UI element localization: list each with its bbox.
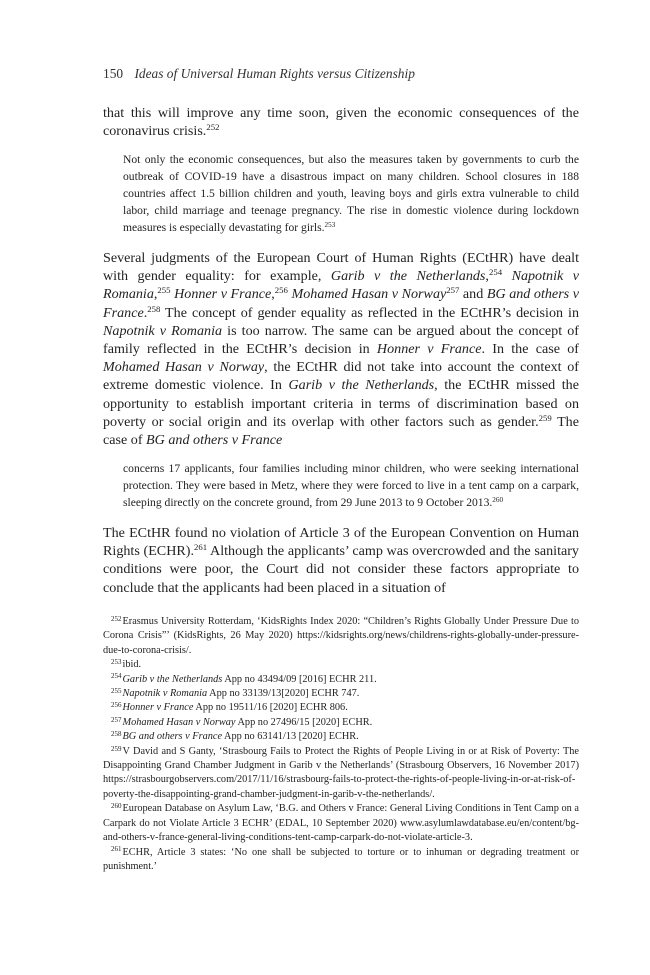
footnotes (103, 615, 579, 874)
footnote-text: App no 43494/09 [2016] ECHR 211. (222, 673, 377, 685)
case-name: BG and others v France (146, 431, 283, 448)
footnote-260 (103, 802, 579, 845)
footnote-252 (103, 615, 579, 658)
text-run: The case of (103, 413, 579, 448)
footnote-259 (103, 745, 579, 803)
paragraph-1 (103, 104, 579, 140)
footnote-number: 258 (111, 730, 122, 739)
paragraph-2: Several judgments of the European Court of Human Rights (ECtHR) have dealt with gender equality: for example, Garib v the Netherlands,$^{254}$ Napotnik v Romania,$^{255}$ Honner v France,$^{256}$ Mohamed Hasan v Norway$^{257}$ and BG and others v France.$^{258}$ The concept of gender equality as reflected in the ECtHR’s decision in Napotnik v Romania is too narrow. The same can be argued about the concept of family reflected in the ECtHR’s decision in Honner v France. In the case of Mohamed Hasan v Norway, the ECtHR did not take into account the context of extreme domestic violence. In Garib v the Netherlands, the ECtHR missed the opportunity to establish important criteria in terms of discrimination based on poverty or social origin and its overlap with other factors such as gender.$^{259}$ The case of BG and others v France (103, 249, 579, 448)
case-name: Honner v France (174, 286, 272, 303)
footnote-ref: 255 (157, 285, 171, 296)
paragraph-3 (103, 524, 579, 597)
footnote-text: European Database on Asylum Law, ‘B.G. and Others v France: General Living Conditions in Tent Camp on a Carpark do not Violate Article 3 ECHR’ (EDAL, 10 September 2020) www.asylumlawdatabase.eu/en/content/bg-and-others-v-france-general-living-conditions-tent-camp-carpark-do-not-violate-article-3. (103, 803, 579, 844)
text-run: . In the case of (481, 340, 579, 357)
case-name: Mohamed Hasan v Norway (122, 716, 236, 728)
footnote-text: ibid. (122, 659, 142, 671)
footnote-text: App no 27496/15 [2020] ECHR. (235, 716, 373, 728)
footnote-number: 257 (111, 715, 122, 724)
footnote-ref: 253 (324, 221, 336, 230)
footnote-number: 260 (111, 802, 122, 811)
footnote-ref: 254 (488, 267, 503, 278)
footnote-text: V David and S Ganty, ‘Strasbourg Fails to Protect the Rights of People Living in or at Risk of Poverty: The Disappointing Grand Chamber Judgment in Garib v the Netherlands’ (Strasbourg Observers, 16 November 2017) https://strasbourgobservers.com/2017/11/16/strasbourg-fails-to-protect-the-rights-of-people-living-in-or-at-risk-of-poverty-the-disappointing-grand-chamber-judgment-in-garib-v-the-netherlands/. (103, 745, 579, 800)
case-name: Honner v France (122, 702, 194, 714)
block-quote-2 (123, 461, 579, 512)
text-run: The ECtHR found no violation of Article 3 of the European Convention on Human Rights (ECHR). (103, 524, 579, 560)
footnote-257 (103, 716, 579, 730)
footnote-ref: 256 (274, 285, 288, 296)
text-run: Although the applicants’ camp was overcrowded and the sanitary conditions were poor, the Court did not consider these factors appropriate to conclude that the applicants had been placed in a situation of (103, 543, 579, 596)
footnote-number: 252 (111, 614, 122, 623)
footnote-number: 254 (111, 672, 122, 681)
footnote-ref: 259 (538, 412, 552, 423)
case-name: Mohamed Hasan v Norway (291, 286, 447, 303)
footnote-text: ECHR, Article 3 states: ‘No one shall be subjected to torture or to inhuman or degrading treatment or punishment.’ (103, 846, 579, 872)
footnote-ref: 252 (206, 122, 220, 133)
text-run: , the ECtHR missed the opportunity to establish important criteria in terms of discrimination based on poverty or social origin and its overlap with other factors such as gender. (103, 377, 579, 430)
footnote-number: 261 (111, 845, 122, 854)
footnote-number: 255 (111, 686, 122, 695)
running-header (103, 66, 415, 82)
footnote-text: App no 33139/13[2020] ECHR 747. (207, 688, 360, 700)
footnote-ref: 261 (194, 542, 208, 553)
case-name: BG and others v France (122, 731, 223, 743)
footnote-255 (103, 687, 579, 701)
footnote-258 (103, 730, 579, 744)
case-name: Honner v France (376, 340, 482, 357)
footnote-254 (103, 673, 579, 687)
paragraph-text: that this will improve any time soon, given the economic consequences of the coronavirus crisis. (103, 105, 579, 140)
footnote-number: 259 (111, 744, 122, 753)
footnote-text: Erasmus University Rotterdam, ‘KidsRights Index 2020: “Children’s Rights Globally Under Pressure Due to Corona Crisis”’ (KidsRights, 26 May 2020) https://kidsrights.org/news/childrens-rights-globally-under-pressure-due-to-corona-crisis/. (103, 616, 579, 656)
case-name: Garib v the Netherlands (330, 268, 486, 285)
case-name: Garib v the Netherlands (288, 377, 435, 394)
text-run: The concept of gender equality as reflected in the ECtHR’s decision in (160, 304, 579, 321)
footnote-256 (103, 701, 579, 715)
footnote-number: 256 (111, 701, 122, 710)
footnote-ref: 257 (446, 285, 460, 296)
footnote-text: App no 63141/13 [2020] ECHR. (222, 731, 359, 743)
footnote-ref: 260 (492, 496, 504, 505)
main-text (103, 104, 579, 597)
case-name: Napotnik v Romania (122, 688, 208, 700)
running-title: Ideas of Universal Human Rights versus Citizenship (134, 66, 415, 81)
page-number: 150 (103, 66, 124, 81)
text-run: Several judgments of the European Court of Human Rights (ECtHR) have dealt with gender equality: for example, (103, 249, 579, 285)
text-run (502, 268, 512, 284)
case-name: BG and others v France (103, 286, 579, 321)
text-run: , the ECtHR did not take into account the context of extreme domestic violence. In (103, 359, 579, 394)
quote-text: concerns 17 applicants, four families including minor children, who were seeking international protection. They were based in Metz, where they were forced to live in a tent camp on a carpark, sleeping directly on the concrete ground, from 29 June 2013 to 9 October 2013. (123, 462, 579, 509)
footnote-ref: 258 (147, 303, 161, 314)
footnote-253 (103, 658, 579, 672)
text-run: is too narrow. The same can be argued about the concept of family reflected in the ECtHR’s decision in (103, 322, 579, 357)
case-name: Napotnik v Romania (103, 268, 579, 303)
block-quote-1 (123, 152, 579, 237)
footnote-261 (103, 846, 579, 875)
text-run: . (143, 304, 148, 321)
quote-text: Not only the economic consequences, but also the measures taken by governments to curb the outbreak of COVID-19 have a disastrous impact on many children. School closures in 188 countries affect 1.5 billion children and youth, leaving boys and girls extra vulnerable to child labor, child marriage and teenage pregnancy. The rise in domestic violence during lockdown measures is especially devastating for girls. (123, 153, 579, 235)
footnote-text: App no 19511/16 [2020] ECHR 806. (193, 702, 348, 714)
footnote-number: 253 (111, 658, 122, 667)
case-name: Napotnik v Romania (103, 322, 223, 339)
case-name: Garib v the Netherlands (122, 673, 223, 685)
case-name: Mohamed Hasan v Norway (103, 359, 265, 376)
text-run: and (459, 286, 487, 303)
